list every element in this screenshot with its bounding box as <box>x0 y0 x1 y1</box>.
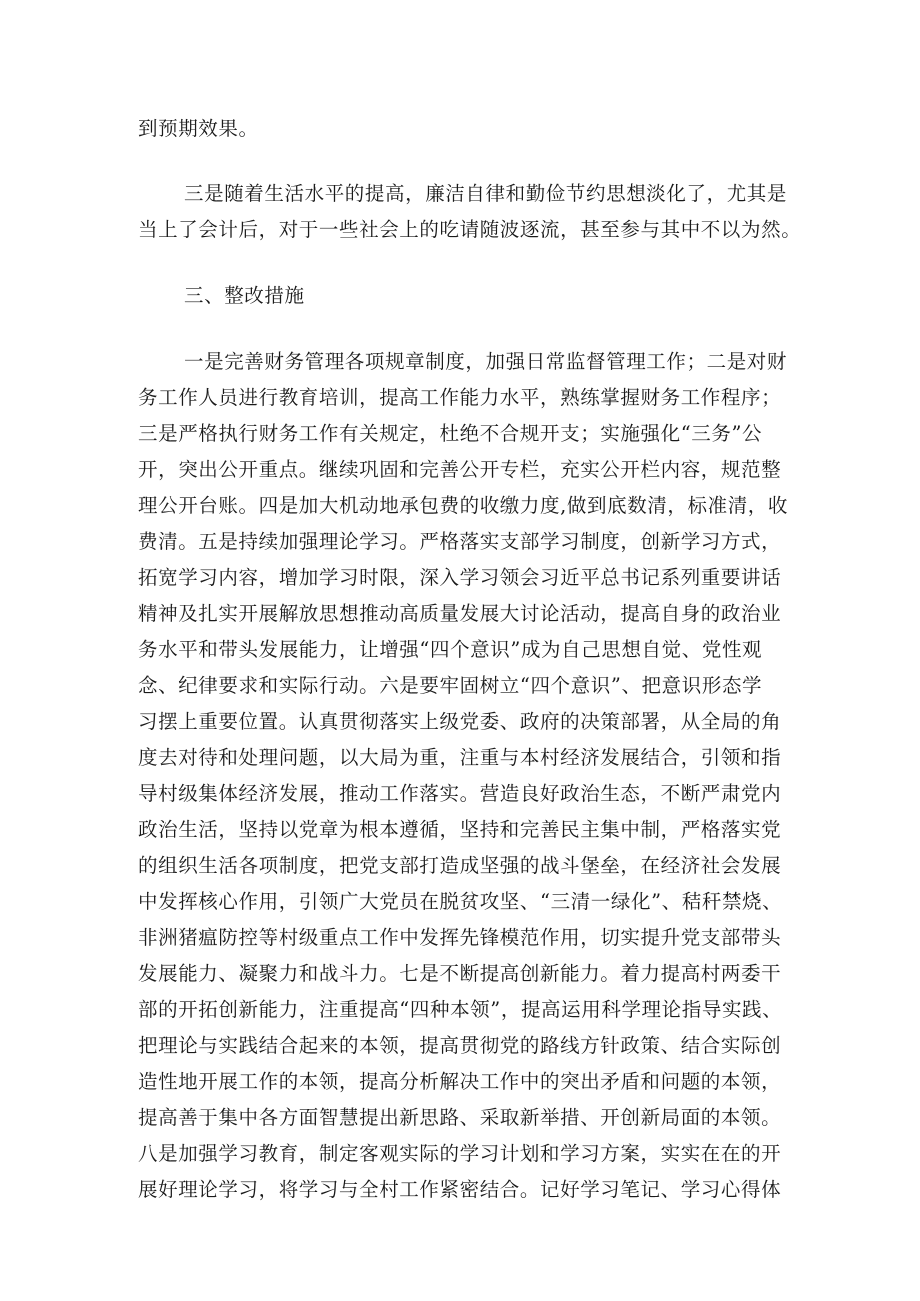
text-line: 到预期效果。 <box>138 117 259 140</box>
text-line: 提高善于集中各方面智慧提出新思路、采取新举措、开创新局面的本领。 <box>138 1106 782 1129</box>
text-line: 开，突出公开重点。继续巩固和完善公开专栏，充实公开栏内容，规范整 <box>138 458 782 481</box>
text-line: 务工作人员进行教育培训，提高工作能力水平，熟练掌握财务工作程序； <box>138 386 782 409</box>
text-line: 一是完善财务管理各项规章制度，加强日常监督管理工作；二是对财 <box>184 350 788 373</box>
section-heading: 三、整改措施 <box>184 284 305 307</box>
text-line: 展好理论学习，将学习与全村工作紧密结合。记好学习笔记、学习心得体 <box>138 1178 782 1201</box>
text-line: 费清。五是持续加强理论学习。严格落实支部学习制度，创新学习方式， <box>138 530 782 553</box>
text-line: 导村级集体经济发展，推动工作落实。营造良好政治生态，不断严肃党内 <box>138 782 782 805</box>
text-line: 政治生活，坚持以党章为根本遵循，坚持和完善民主集中制，严格落实党 <box>138 818 782 841</box>
text-line: 拓宽学习内容，增加学习时限，深入学习领会习近平总书记系列重要讲话 <box>138 566 782 589</box>
text-line: 三是随着生活水平的提高，廉洁自律和勤俭节约思想淡化了，尤其是 <box>184 182 788 205</box>
text-line: 部的开拓创新能力，注重提高“四种本领”，提高运用科学理论指导实践、 <box>138 998 783 1021</box>
text-line: 精神及扎实开展解放思想推动高质量发展大讨论活动，提高自身的政治业 <box>138 602 782 625</box>
text-line: 理公开台账。四是加大机动地承包费的收缴力度,做到底数清，标准清，收 <box>138 494 788 517</box>
text-line: 念、纪律要求和实际行动。六是要牢固树立“四个意识”、把意识形态学 <box>138 674 763 697</box>
text-line: 三是严格执行财务工作有关规定，杜绝不合规开支；实施强化“三务”公 <box>138 422 763 445</box>
text-line: 习摆上重要位置。认真贯彻落实上级党委、政府的决策部署，从全局的角 <box>138 710 782 733</box>
text-line: 非洲猪瘟防控等村级重点工作中发挥先锋模范作用，切实提升党支部带头 <box>138 926 782 949</box>
text-line: 把理论与实践结合起来的本领，提高贯彻党的路线方针政策、结合实际创 <box>138 1034 782 1057</box>
text-line: 中发挥核心作用，引领广大党员在脱贫攻坚、“三清一绿化”、秸秆禁烧、 <box>138 890 783 913</box>
text-line: 度去对待和处理问题，以大局为重，注重与本村经济发展结合，引领和指 <box>138 746 782 769</box>
text-line: 八是加强学习教育，制定客观实际的学习计划和学习方案，实实在在的开 <box>138 1142 782 1165</box>
text-line: 造性地开展工作的本领，提高分析解决工作中的突出矛盾和问题的本领， <box>138 1070 782 1093</box>
text-line: 当上了会计后，对于一些社会上的吃请随波逐流，甚至参与其中不以为然。 <box>138 218 802 241</box>
text-line: 发展能力、凝聚力和战斗力。七是不断提高创新能力。着力提高村两委干 <box>138 962 782 985</box>
text-line: 务水平和带头发展能力，让增强“四个意识”成为自己思想自觉、党性观 <box>138 638 763 661</box>
text-line: 的组织生活各项制度，把党支部打造成坚强的战斗堡垒，在经济社会发展 <box>138 854 782 877</box>
